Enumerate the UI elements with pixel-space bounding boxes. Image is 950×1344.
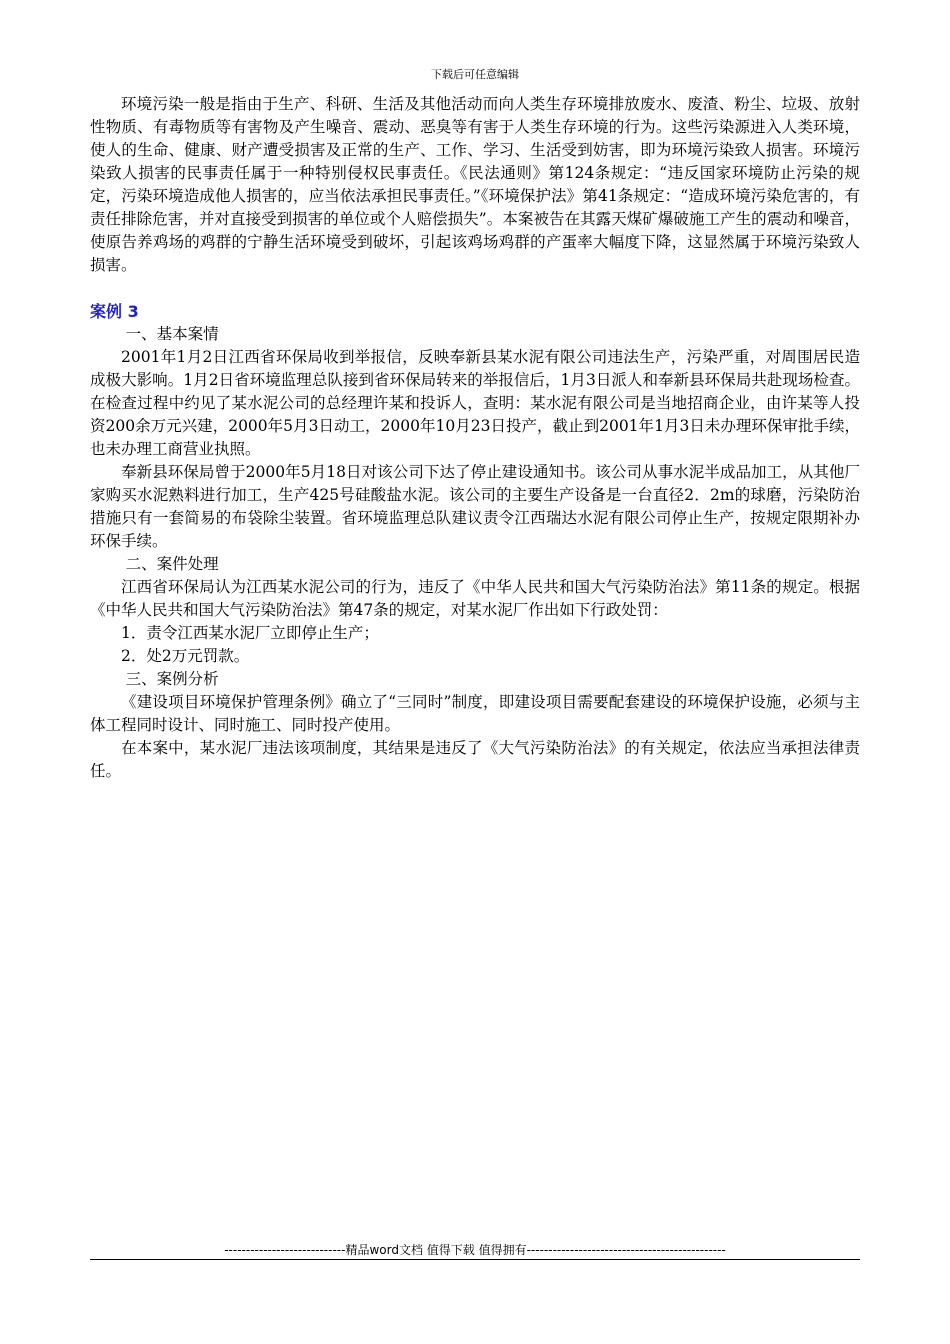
document-body bbox=[90, 93, 860, 783]
section-heading-case-analysis: 三、案例分析 bbox=[125, 670, 219, 688]
footer-divider bbox=[90, 1259, 860, 1260]
case-title: 案例 3 bbox=[90, 302, 139, 321]
section-heading-basic-facts: 一、基本案情 bbox=[125, 325, 219, 343]
basic-facts-paragraph-2: 奉新县环保局曾于2000年5月18日对该公司下达了停止建设通知书。该公司从事水泥半成品加工，从其他厂家购买水泥熟料进行加工，生产425号硅酸盐水泥。该公司的主要生产设备是一台直径2．2m的球磨，污染防治措施只有一套简易的布袋除尘装置。省环境监理总队建议责令江西瑞达水泥有限公司停止生产，按规定限期补办环保手续。 bbox=[90, 463, 860, 550]
case-handling-paragraph: 江西省环保局认为江西某水泥公司的行为，违反了《中华人民共和国大气污染防治法》第11条的规定。根据《中华人民共和国大气污染防治法》第47条的规定，对某水泥厂作出如下行政处罚： bbox=[90, 578, 860, 619]
page-footer: ----------------------------精品word文档 值得下载 值得拥有---------------------------------------------- bbox=[224, 1243, 726, 1257]
paragraph-gap bbox=[90, 277, 860, 300]
intro-paragraph: 环境污染一般是指由于生产、科研、生活及其他活动而向人类生存环境排放废水、废渣、粉尘、垃圾、放射性物质、有毒物质等有害物及产生噪音、震动、恶臭等有害于人类生存环境的行为。这些污染源进入人类环境，使人的生命、健康、财产遭受损害及正常的生产、工作、学习、生活受到妨害，即为环境污染致人损害。环境污染致人损害的民事责任属于一种特别侵权民事责任。《民法通则》第124条规定：“违反国家环境防止污染的规定，污染环境造成他人损害的，应当依法承担民事责任。”《环境保护法》第41条规定：“造成环境污染危害的，有责任排除危害，并对直接受到损害的单位或个人赔偿损失”。本案被告在其露天煤矿爆破施工产生的震动和噪音，使原告养鸡场的鸡群的宁静生活环境受到破坏，引起该鸡场鸡群的产蛋率大幅度下降，这显然属于环境污染致人损害。 bbox=[90, 95, 860, 274]
section-heading-case-handling: 二、案件处理 bbox=[125, 555, 219, 573]
penalty-item-2: 2．处2万元罚款。 bbox=[121, 647, 250, 665]
case-analysis-paragraph-1: 《建设项目环境保护管理条例》确立了“三同时”制度，即建设项目需要配套建设的环境保护设施，必须与主体工程同时设计、同时施工、同时投产使用。 bbox=[90, 693, 860, 734]
page-header: 下载后可任意编辑 bbox=[431, 68, 519, 81]
case-analysis-paragraph-2: 在本案中，某水泥厂违法该项制度，其结果是违反了《大气污染防治法》的有关规定，依法应当承担法律责任。 bbox=[90, 739, 860, 780]
penalty-item-1: 1．责令江西某水泥厂立即停止生产； bbox=[121, 624, 379, 642]
basic-facts-paragraph-1: 2001年1月2日江西省环保局收到举报信，反映奉新县某水泥有限公司违法生产，污染严重，对周围居民造成极大影响。1月2日省环境监理总队接到省环保局转来的举报信后，1月3日派人和奉新县环保局共赴现场检查。在检查过程中约见了某水泥公司的总经理许某和投诉人，查明：某水泥有限公司是当地招商企业，由许某等人投资200余万元兴建，2000年5月3日动工，2000年10月23日投产，截止到2001年1月3日未办理环保审批手续，也未办理工商营业执照。 bbox=[90, 348, 860, 458]
